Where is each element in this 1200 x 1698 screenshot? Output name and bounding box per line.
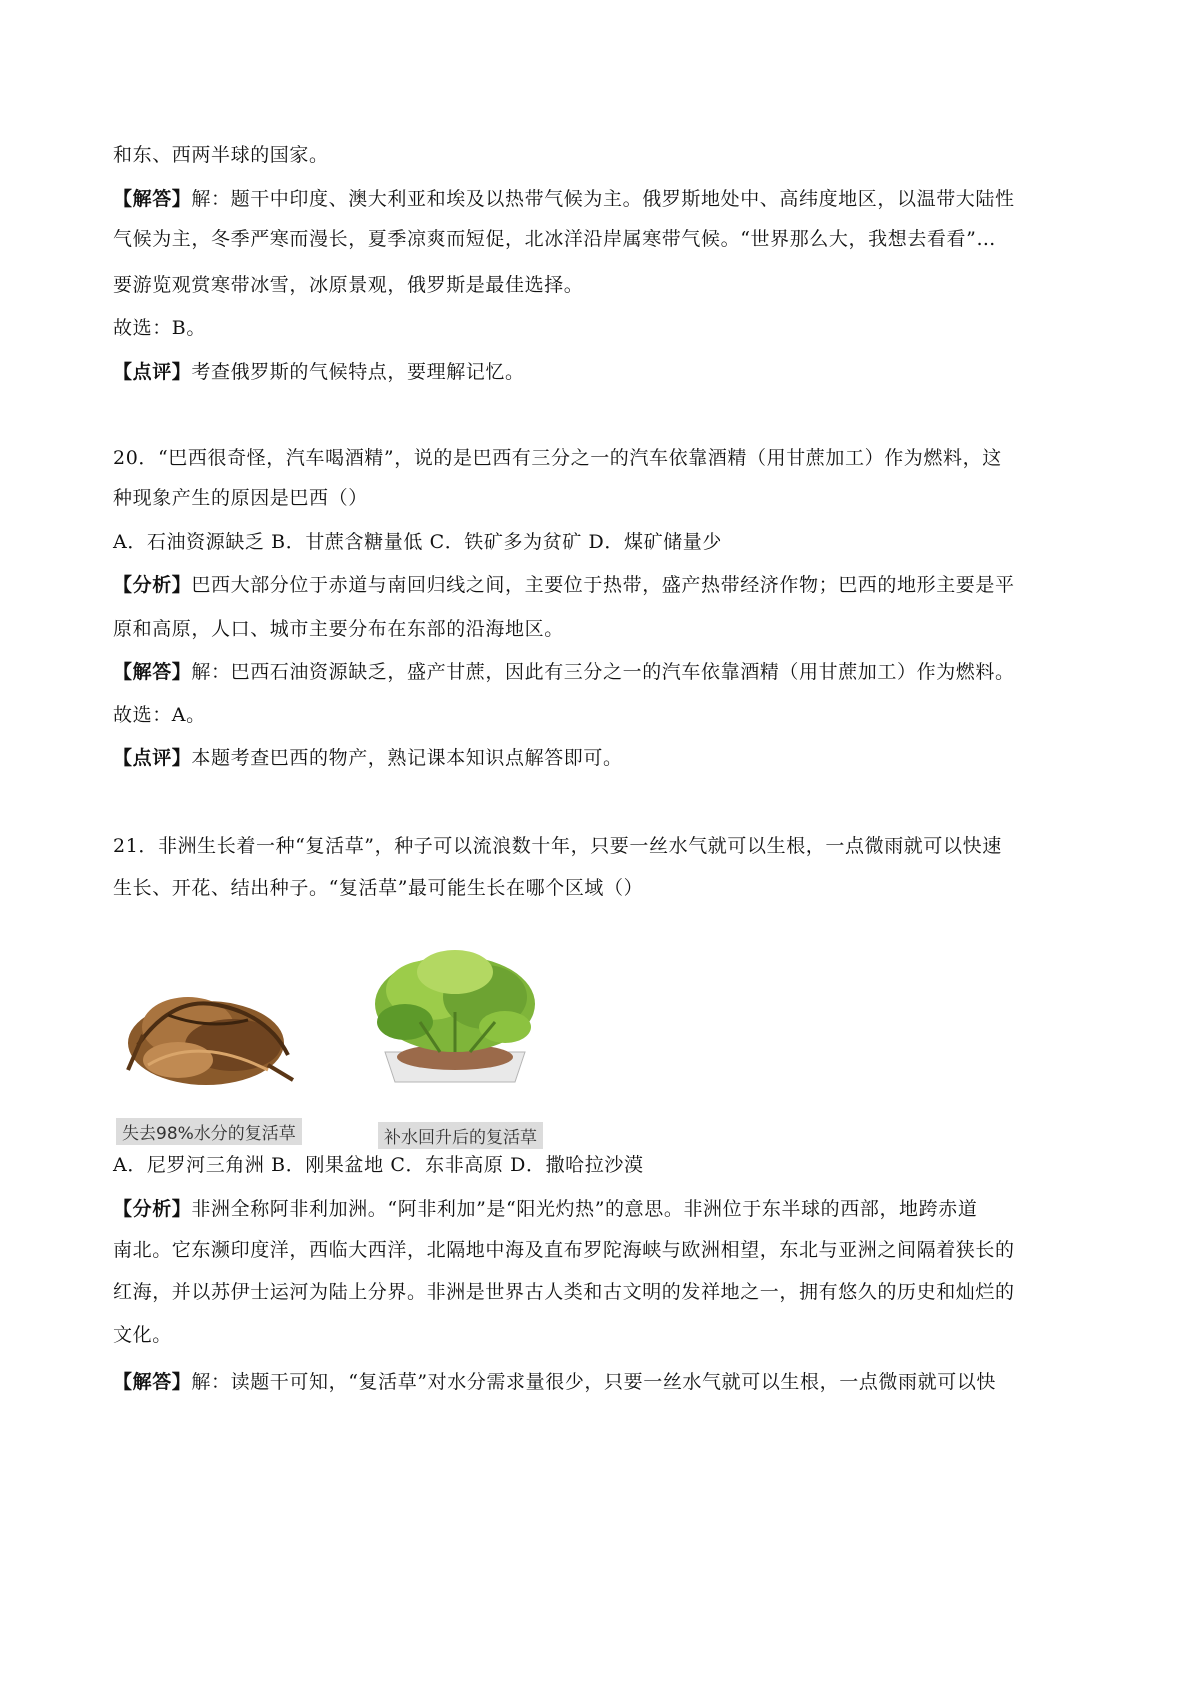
text-line [113, 703, 1093, 727]
text-line [113, 316, 1093, 340]
line-text: A．尼罗河三角洲 B．刚果盆地 C．东非高原 D．撒哈拉沙漠 [113, 1154, 644, 1176]
line-text: 红海，并以苏伊士运河为陆上分界。非洲是世界古人类和古文明的发祥地之一，拥有悠久的历史和灿烂的 [113, 1281, 1015, 1303]
line-text: 本题考查巴西的物产，熟记课本知识点解答即可。 [191, 747, 623, 769]
line-text: 解：巴西石油资源缺乏，盛产甘蔗，因此有三分之一的汽车依靠酒精（用甘蔗加工）作为燃料。 [191, 661, 1015, 683]
line-text: 原和高原，人口、城市主要分布在东部的沿海地区。 [113, 618, 564, 640]
text-line [113, 1197, 1093, 1221]
line-text: 解：题干中印度、澳大利亚和埃及以热带气候为主。俄罗斯地处中、高纬度地区，以温带大陆性 [191, 188, 1015, 210]
line-text: 种现象产生的原因是巴西（） [113, 487, 368, 509]
text-line [113, 446, 1093, 470]
section-tag: 【分析】 [113, 1198, 192, 1220]
text-line [113, 876, 1093, 900]
line-text: 解：读题干可知，“复活草”对水分需求量很少，只要一丝水气就可以生根，一点微雨就可以快 [191, 1371, 997, 1393]
dried-plant-caption: 失去98%水分的复活草 [116, 1118, 302, 1145]
line-text: 非洲全称阿非利加洲。“阿非利加”是“阳光灼热”的意思。非洲位于东半球的西部，地跨赤道 [191, 1198, 978, 1220]
text-line [113, 746, 1093, 770]
text-line [113, 143, 1093, 167]
section-tag: 【解答】 [113, 188, 192, 210]
text-line [113, 1280, 1093, 1304]
revived-plant-image [360, 942, 550, 1087]
section-tag: 【分析】 [113, 574, 192, 596]
text-line [113, 1153, 1093, 1177]
text-line [113, 530, 1093, 554]
line-text: 要游览观赏寒带冰雪，冰原景观，俄罗斯是最佳选择。 [113, 274, 584, 296]
line-text: 南北。它东濒印度洋，西临大西洋，北隔地中海及直布罗陀海峡与欧洲相望，东北与亚洲之间隔着狭长的 [113, 1239, 1015, 1261]
line-text: 生长、开花、结出种子。“复活草”最可能生长在哪个区域（） [113, 877, 644, 899]
text-line [113, 617, 1093, 641]
line-text: 故选：A。 [113, 704, 206, 726]
section-tag: 【点评】 [113, 361, 192, 383]
dried-plant-image [118, 975, 308, 1090]
section-tag: 【点评】 [113, 747, 192, 769]
line-text: 气候为主，冬季严寒而漫长，夏季凉爽而短促，北冰洋沿岸属寒带气候。“世界那么大，我想去看看”… [113, 228, 997, 250]
text-line [113, 486, 1093, 510]
line-text: 20．“巴西很奇怪，汽车喝酒精”，说的是巴西有三分之一的汽车依靠酒精（用甘蔗加工）作为燃料，这 [113, 447, 1002, 469]
revived-plant-caption: 补水回升后的复活草 [378, 1122, 543, 1149]
text-line [113, 834, 1093, 858]
text-line [113, 573, 1093, 597]
section-tag: 【解答】 [113, 661, 192, 683]
text-line [113, 187, 1093, 211]
line-text: 巴西大部分位于赤道与南回归线之间，主要位于热带，盛产热带经济作物；巴西的地形主要是平 [191, 574, 1015, 596]
line-text: 和东、西两半球的国家。 [113, 144, 329, 166]
line-text: 21．非洲生长着一种“复活草”，种子可以流浪数十年，只要一丝水气就可以生根，一点微雨就可以快速 [113, 835, 1002, 857]
line-text: 考查俄罗斯的气候特点，要理解记忆。 [191, 361, 525, 383]
line-text: 故选：B。 [113, 317, 206, 339]
text-line [113, 273, 1093, 297]
text-line [113, 1323, 1093, 1347]
line-text: A．石油资源缺乏 B．甘蔗含糖量低 C．铁矿多为贫矿 D．煤矿储量少 [113, 531, 722, 553]
line-text: 文化。 [113, 1324, 172, 1346]
section-tag: 【解答】 [113, 1371, 192, 1393]
text-line [113, 660, 1093, 684]
text-line [113, 1238, 1093, 1262]
text-line [113, 1370, 1093, 1394]
text-line [113, 360, 1093, 384]
text-line [113, 227, 1093, 251]
